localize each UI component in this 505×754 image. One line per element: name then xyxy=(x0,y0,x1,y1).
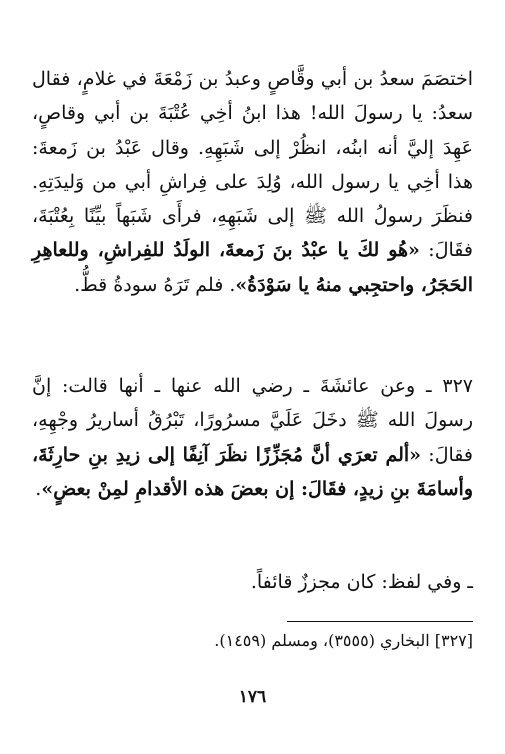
alternate-wording-note xyxy=(32,565,473,599)
alternate-wording-text: ـ وفي لفظ: كان مجززٌ قائفاً. xyxy=(250,571,473,593)
hadith-326-text xyxy=(32,62,473,302)
hadith-327-prophet-saying: «ألم تعرَي أنَّ مُجَزِّزًا نظَرَ آنِفًا إلى زيدِ بنِ حارِثَةَ، وأسامَةَ بنِ زيدٍ، فقَالَ: إن بعضَ هذه الأقدامِ لمِنْ بعضٍ» xyxy=(32,443,473,500)
footnote-text: [٣٢٧] البخاري (٣٥٥٥)، ومسلم (١٤٥٩). xyxy=(214,631,473,650)
hadith-327-text xyxy=(32,369,473,506)
hadith-326-ending: . فلم تَرَهُ سودةُ قطُّ. xyxy=(74,273,236,296)
hadith-326-narrative: اختصَمَ سعدُ بن أبي وقَّاصٍ وعبدُ بن زَمْعَةَ في غلامٍ، فقال سعدُ: يا رسولَ الله! هذا ابنُ أخِي عُتْبَةَ بن أبي وقاصٍ، عَهِدَ إليَّ أنه ابنُه، انظُرْ إلى شَبَهِهِ. وقال عَبْدُ بن زَمعةَ: هذا أخِي يا رسول الله، وُلِدَ على فِراشِ أبي من وَليدَتِهِ. فنظَرَ رسولُ الله ﷺ إلى شَبَهِهِ، فرأَى شَبَهاً بيِّنًا بِعُتْبَةَ، فقَالَ: xyxy=(32,68,473,262)
footnote-divider xyxy=(287,621,473,622)
hadith-327-narrative: ٣٢٧ ـ وعن عائشَةَ ـ رضي الله عنها ـ أنها قالت: إنَّ رسولَ الله ﷺ دخَلَ عَلَيَّ مسرُورًا، تَبْرُقُ أساريرُ وجْهِهِ، فقالَ: xyxy=(32,375,473,466)
hadith-326-paragraph xyxy=(32,62,473,302)
page-number: ١٧٦ xyxy=(238,687,267,707)
footnote xyxy=(32,628,473,654)
hadith-327-ending: . xyxy=(35,477,42,500)
hadith-327-paragraph xyxy=(32,369,473,506)
hadith-326-prophet-saying: «هُو لكَ يا عبْدُ بنَ زَمعةَ، الولَدُ للفِراشِ، وللعاهِرِ الحَجَرُ، واحتجِبي منهُ يا سَوْدَةُ» xyxy=(32,239,473,296)
